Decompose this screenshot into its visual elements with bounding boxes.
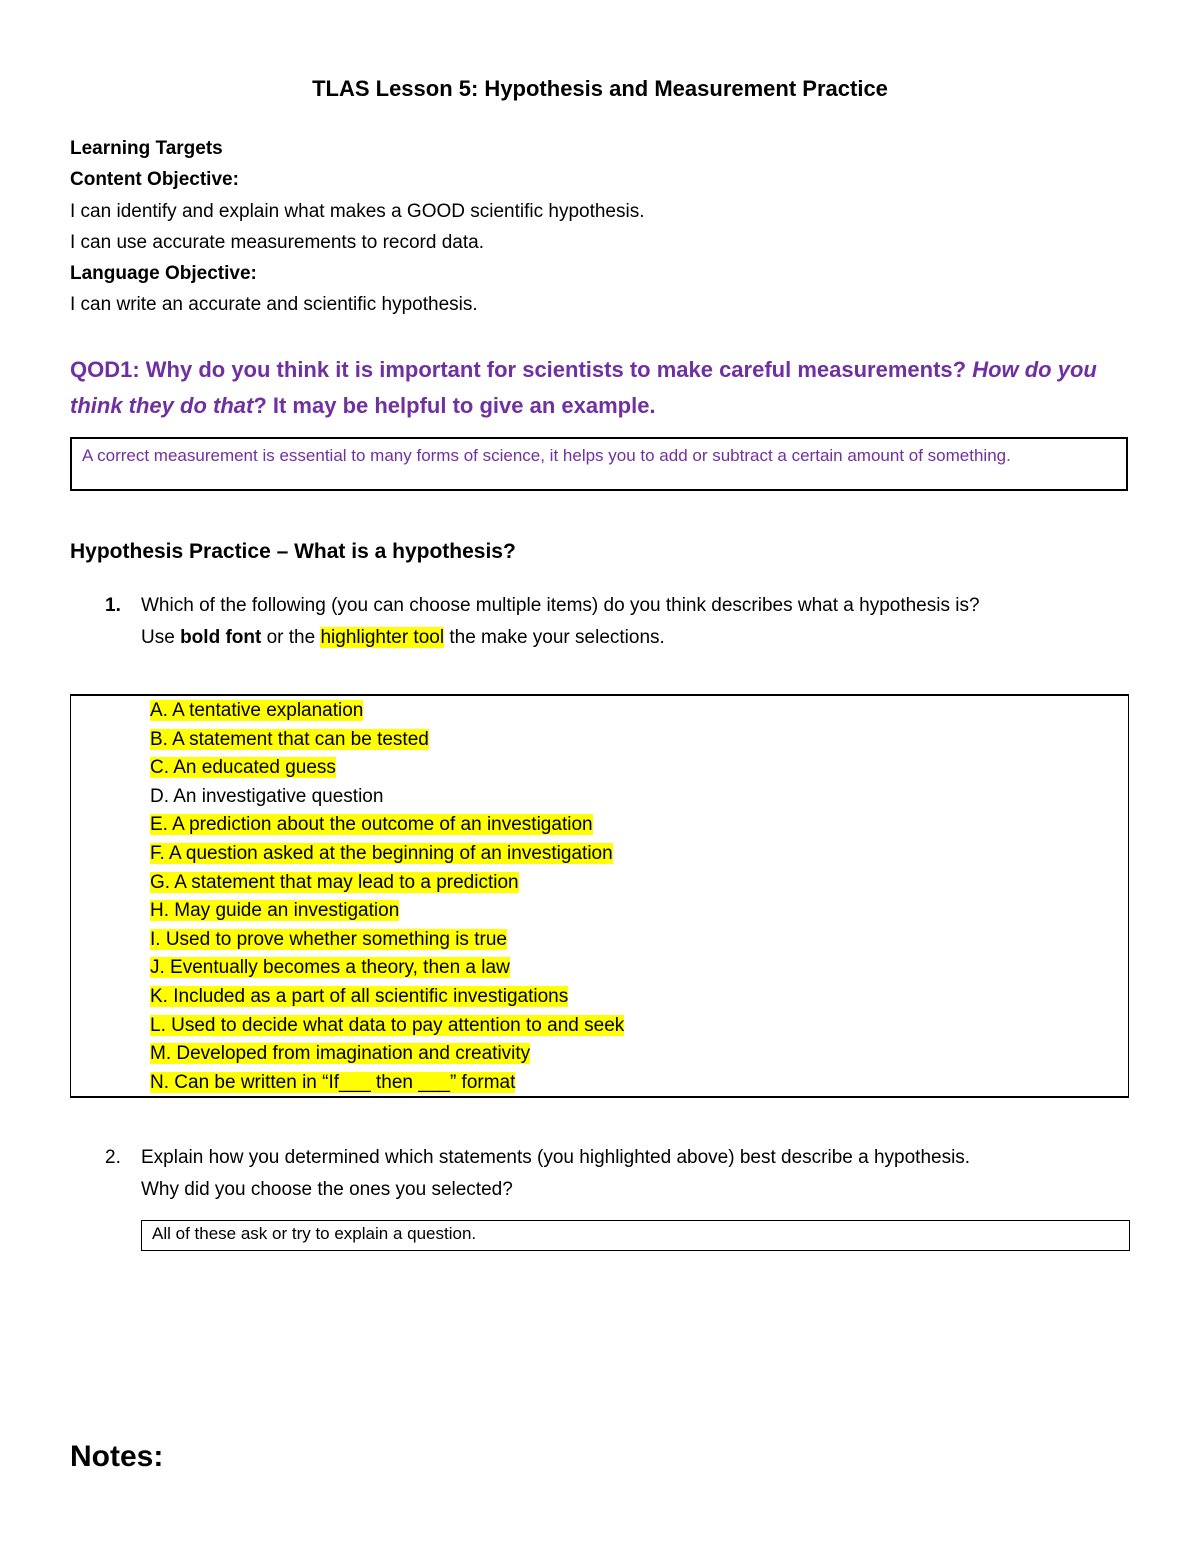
qod-text: QOD1: Why do you think it is important for scientists to make careful measurements?: [70, 357, 973, 382]
option-b[interactable]: [150, 726, 624, 755]
option-text[interactable]: N. Can be written in “If___ then ___” format: [150, 1071, 516, 1093]
question-number: 2.: [105, 1147, 121, 1168]
question-1: [105, 590, 1115, 654]
document-title: TLAS Lesson 5: Hypothesis and Measurement Practice: [312, 76, 888, 101]
option-text[interactable]: M. Developed from imagination and creativity: [150, 1043, 531, 1065]
qod-answer-text[interactable]: A correct measurement is essential to many forms of science, it helps you to add or subtract a certain amount of something.: [82, 446, 1011, 465]
option-text[interactable]: J. Eventually becomes a theory, then a law: [150, 957, 510, 979]
option-text[interactable]: I. Used to prove whether something is true: [150, 928, 507, 950]
notes-heading: Notes:: [70, 1440, 164, 1473]
q1-use-text: Use: [141, 627, 181, 648]
option-i[interactable]: [150, 926, 624, 955]
options-list: [150, 697, 624, 1097]
option-text[interactable]: K. Included as a part of all scientific investigations: [150, 985, 569, 1007]
option-l[interactable]: [150, 1012, 624, 1041]
question-2-answer-text[interactable]: All of these ask or try to explain a question.: [152, 1224, 477, 1243]
option-a[interactable]: [150, 697, 624, 726]
question-number: 1.: [105, 595, 121, 616]
option-text[interactable]: H. May guide an investigation: [150, 900, 400, 922]
content-objective-item: I can use accurate measurements to record data.: [70, 232, 484, 253]
learning-targets-heading: Learning Targets: [70, 138, 223, 159]
question-2-line2: Why did you choose the ones you selected?: [141, 1179, 513, 1200]
option-g[interactable]: [150, 869, 624, 898]
qod-text-end: ? It may be helpful to give an example.: [253, 393, 656, 418]
q1-bold-font-text: bold font: [180, 627, 262, 648]
question-2-line1: Explain how you determined which statements (you highlighted above) best describe a hypothesis.: [141, 1147, 971, 1168]
option-text[interactable]: F. A question asked at the beginning of an investigation: [150, 842, 613, 864]
option-e[interactable]: [150, 811, 624, 840]
practice-heading: Hypothesis Practice – What is a hypothesis?: [70, 540, 516, 563]
question-2-answer-box[interactable]: [141, 1220, 1130, 1251]
option-m[interactable]: [150, 1040, 624, 1069]
option-text[interactable]: B. A statement that can be tested: [150, 728, 429, 750]
qod-question: [70, 352, 1130, 424]
content-objective-heading: Content Objective:: [70, 169, 239, 190]
option-d[interactable]: [150, 783, 624, 812]
option-text[interactable]: E. A prediction about the outcome of an investigation: [150, 814, 593, 836]
option-text[interactable]: A. A tentative explanation: [150, 700, 364, 721]
question-1-line2: [141, 622, 1115, 654]
q1-or-text: or the: [261, 627, 321, 648]
option-h[interactable]: [150, 897, 624, 926]
option-j[interactable]: [150, 954, 624, 983]
option-text[interactable]: D. An investigative question: [150, 785, 384, 807]
q1-highlighter-text: highlighter tool: [320, 627, 445, 648]
qod-answer-box[interactable]: [70, 437, 1128, 491]
content-objective-item: I can identify and explain what makes a GOOD scientific hypothesis.: [70, 201, 645, 222]
option-k[interactable]: [150, 983, 624, 1012]
language-objective-item: I can write an accurate and scientific hypothesis.: [70, 294, 478, 315]
option-text[interactable]: G. A statement that may lead to a prediction: [150, 871, 519, 893]
option-n[interactable]: [150, 1069, 624, 1098]
q1-rest-text: the make your selections.: [444, 627, 665, 648]
question-1-line1: Which of the following (you can choose multiple items) do you think describes what a hypothesis is?: [141, 595, 980, 616]
question-2: [105, 1142, 1115, 1206]
option-c[interactable]: [150, 754, 624, 783]
option-text[interactable]: C. An educated guess: [150, 757, 336, 779]
language-objective-heading: Language Objective:: [70, 263, 257, 284]
option-text[interactable]: L. Used to decide what data to pay attention to and seek: [150, 1014, 625, 1036]
option-f[interactable]: [150, 840, 624, 869]
qod-italic-text: How do you think they do that: [70, 357, 1097, 418]
